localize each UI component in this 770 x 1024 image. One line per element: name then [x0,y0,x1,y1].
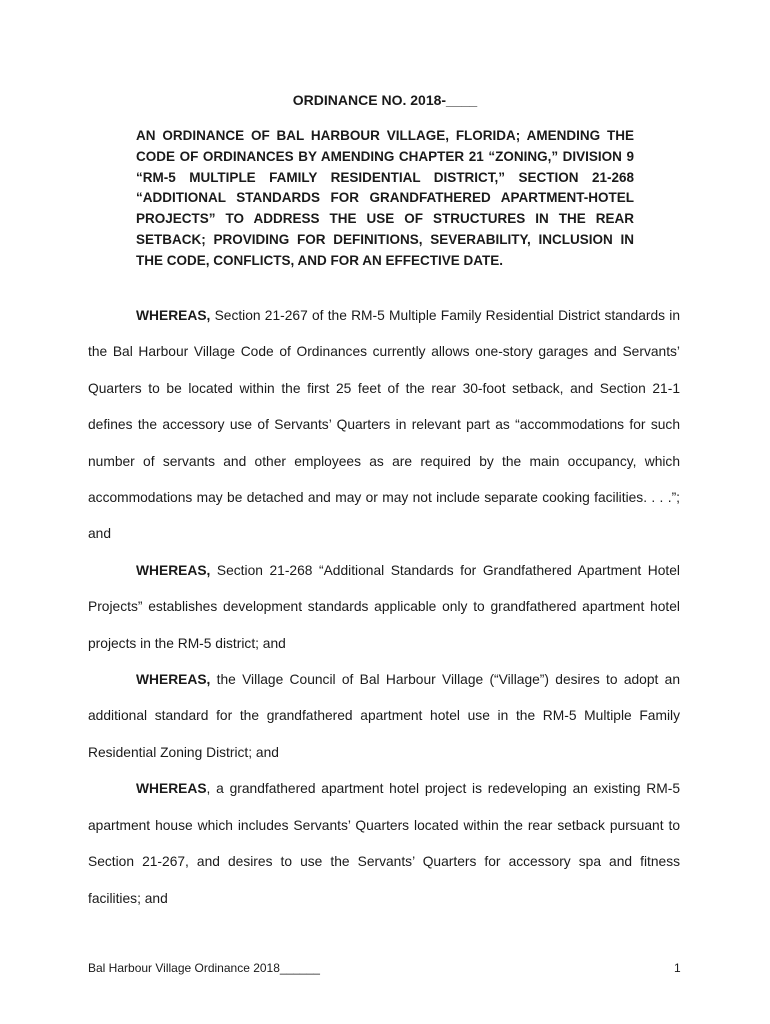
footer-document-name: Bal Harbour Village Ordinance 2018______ [88,961,320,975]
paragraph-text: Section 21-267 of the RM-5 Multiple Family Residential District standards in the Bal Harbour Village Code of Ordinances currently allows one-story garages and Servants’ Quarters to be located within the first 25 feet of the rear 30-foot setback, and Section 21-1 defines the accessory use of Servants’ Quarters in relevant part as “accommodations for such number of servants and other employees as are required by the main occupancy, which accommodations may be detached and may or may not include separate cooking facilities. . . .”; and [88,308,680,542]
ordinance-body [88,298,680,917]
paragraph-text: , a grandfathered apartment hotel project is redeveloping an existing RM-5 apartment house which includes Servants’ Quarters located within the rear setback pursuant to Section 21-267, and desires to use the Servants’ Quarters for accessory spa and fitness facilities; and [88,781,680,906]
paragraph-text: the Village Council of Bal Harbour Village (“Village”) desires to adopt an additional standard for the grandfathered apartment hotel use in the RM-5 Multiple Family Residential Zoning District; and [88,672,680,760]
footer-page-number: 1 [674,961,681,975]
paragraph-text: Section 21-268 “Additional Standards for Grandfathered Apartment Hotel Projects” establishes development standards applicable only to grandfathered apartment hotel projects in the RM-5 district; and [88,562,680,651]
ordinance-caption: AN ORDINANCE OF BAL HARBOUR VILLAGE, FLORIDA; AMENDING THE CODE OF ORDINANCES BY AMENDING CHAPTER 21 “ZONING,” DIVISION 9 “RM-5 MULTIPLE FAMILY RESIDENTIAL DISTRICT,” SECTION 21-268 “ADDITIONAL STANDARDS FOR GRANDFATHERED APARTMENT-HOTEL PROJECTS” TO ADDRESS THE USE OF STRUCTURES IN THE REAR SETBACK; PROVIDING FOR DEFINITIONS, SEVERABILITY, INCLUSION IN THE CODE, CONFLICTS, AND FOR AN EFFECTIVE DATE. [136,128,634,268]
whereas-lead: WHEREAS [136,781,207,797]
whereas-lead: WHEREAS, [136,308,211,323]
ordinance-title: ORDINANCE NO. 2018-____ [292,92,478,108]
whereas-paragraph-4 [88,771,680,917]
whereas-lead: WHEREAS, [136,672,211,688]
whereas-lead: WHEREAS, [136,562,211,578]
whereas-paragraph-1 [88,298,680,553]
whereas-paragraph-3 [88,662,680,771]
whereas-paragraph-2 [88,553,680,662]
